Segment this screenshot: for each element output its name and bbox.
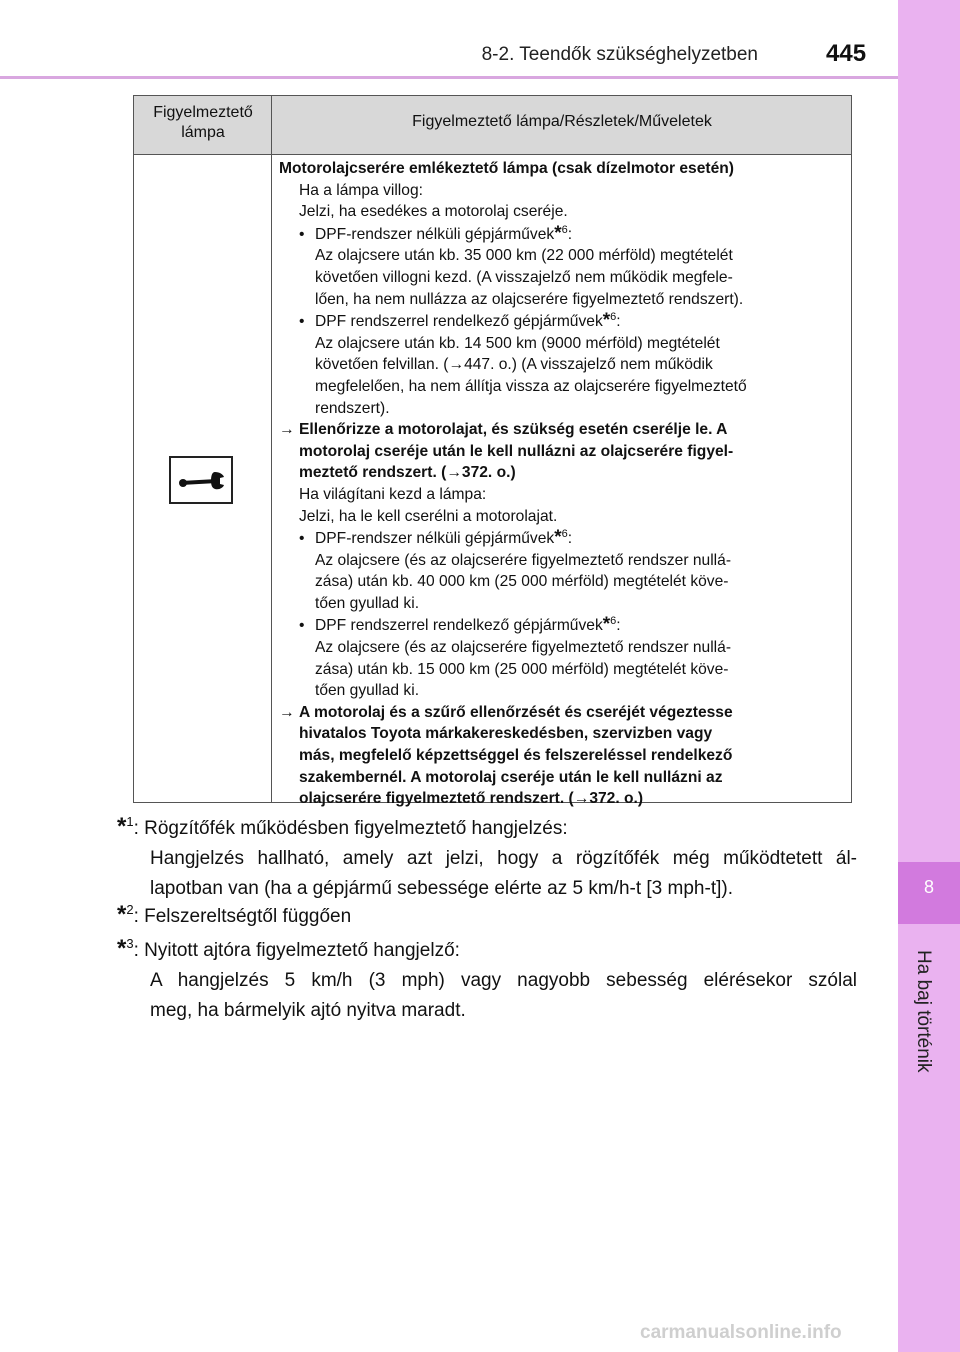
page-number: 445 xyxy=(826,40,867,67)
column-divider xyxy=(271,96,272,802)
footnote-3: *$^3$: Nyitott ajtóra figyelmeztető hangjelző: A hangjelzés 5 km/h (3 mph) vagy nagyobb sebesség elérésekor szólal meg, ha bármelyik ajtó nyitva maradt. xyxy=(117,935,857,1021)
watermark: carmanualsonline.info xyxy=(640,1322,842,1343)
blink-label: Ha a lámpa villog: xyxy=(299,181,423,199)
wrench-icon xyxy=(169,456,233,504)
table-body-text: Motorolajcserére emlékeztető lámpa (csak dízelmotor esetén) Ha a lámpa villog: Jelzi, ha esedékes a motorolaj cseréje. • DPF-rendszer nélküli gépjárművek*$^6$: Az olajcsere után kb. 35 000 km (22 000 mérföld) megtételét követően villogni kezd. (A visszajelző nem működik megfele- lően, ha nem nullázza az olajcserére figyelmeztető rendszert). • DPF rendszerrel rendelkező gépjárművek*$^6$: Az olajcsere után kb. 14 500 km (9000 mérföld) megtételét követően felvillan. (→447. o.) (A visszajelző nem működik megfelelően, ha nem állítja vissza az olajcserére figyelmeztető rendszert). → Ellenőrizze a motorolajat, és szükség esetén cserélje le. A motorolaj cseréje után le kell nullázni az olajcserére figyel- meztető rendszert. (→372. o.) Ha világítani kezd a lámpa: Jelzi, ha le kell cserélni a motorolajat. • DPF-rendszer nélküli gépjárművek*$^6$: Az olajcsere (és az olajcserére figyelmeztető rendszer nullá- zása) után kb. 40 000 km (25 000 mérföld) megtételét köve- tően gyullad ki. • DPF rendszerrel rendelkező gépjárművek*$^6$: Az olajcsere (és az olajcserére figyelmeztető rendszer nullá- zása) után kb. 15 000 km (25 000 mérföld) megtételét köve- tően gyullad ki. → A motorolaj és a szűrő ellenőrzését és cseréjét végeztesse hivatalos Toyota márkakereskedésben, szervizben vagy más, megfelelő képzettséggel és felszereléssel rendelkező szakembernél. A motorolaj cseréje után le kell nullázni az olajcserére figyelmeztető rendszert. (→372. o.) xyxy=(279,158,847,810)
warning-light-table xyxy=(133,95,852,808)
list-item: • DPF-rendszer nélküli gépjárművek*$^6$: xyxy=(299,527,573,549)
list-item: • DPF-rendszer nélküli gépjárművek*$^6$: xyxy=(299,222,573,244)
lamp-title: Motorolajcserére emlékeztető lámpa (csak dízelmotor esetén) xyxy=(279,160,734,177)
footnote-1: *$^1$: Rögzítőfék működésben figyelmeztető hangjelzés: Hangjelzés hallható, amely azt jelzi, hogy a rögzítőfék még működtetett ál- lapotban van (ha a gépjármű sebessége elérte az 5 km/h-t [3 mph-t]). xyxy=(117,813,857,899)
arrow-icon: → xyxy=(448,356,465,374)
list-item: • DPF rendszerrel rendelkező gépjárművek*$^6$: xyxy=(299,614,621,636)
action-instruction: → Ellenőrizze a motorolajat, és szükség esetén cserélje le. A motorolaj cseréje után le kell nullázni az olajcserére figyel- meztető rendszert. (→372. o.) xyxy=(279,421,734,482)
header-divider xyxy=(0,76,898,79)
footnote-2: *$^2$: Felszereltségtől függően xyxy=(117,901,352,928)
chapter-number: 8 xyxy=(923,877,934,897)
section-title: 8-2. Teendők szükséghelyzetben xyxy=(481,44,758,65)
lit-label: Ha világítani kezd a lámpa: xyxy=(299,485,487,503)
arrow-icon: → xyxy=(279,421,295,439)
arrow-icon: → xyxy=(279,703,295,721)
lit-desc: Jelzi, ha le kell cserélni a motorolajat. xyxy=(299,507,558,525)
chapter-side-tab xyxy=(898,0,960,1352)
table-header-row xyxy=(134,96,851,155)
col2-header: Figyelmeztető lámpa/Részletek/Műveletek xyxy=(412,113,712,130)
list-item: • DPF rendszerrel rendelkező gépjárművek*$^6$: xyxy=(299,310,621,332)
blink-desc: Jelzi, ha esedékes a motorolaj cseréje. xyxy=(299,203,568,221)
col1-header: Figyelmeztető lámpa xyxy=(153,104,253,141)
chapter-label: Ha baj történik xyxy=(913,950,934,1073)
arrow-icon: → xyxy=(573,790,590,808)
arrow-icon: → xyxy=(446,464,462,482)
action-instruction: → A motorolaj és a szűrő ellenőrzését és cseréjét végeztesse hivatalos Toyota márkakereskedésben, szervizben vagy más, megfelelő képzettséggel és felszereléssel rendelkező szakembernél. A motorolaj cseréje után le kell nullázni az olajcserére figyelmeztető rendszert. (→372. o.) xyxy=(279,703,733,808)
